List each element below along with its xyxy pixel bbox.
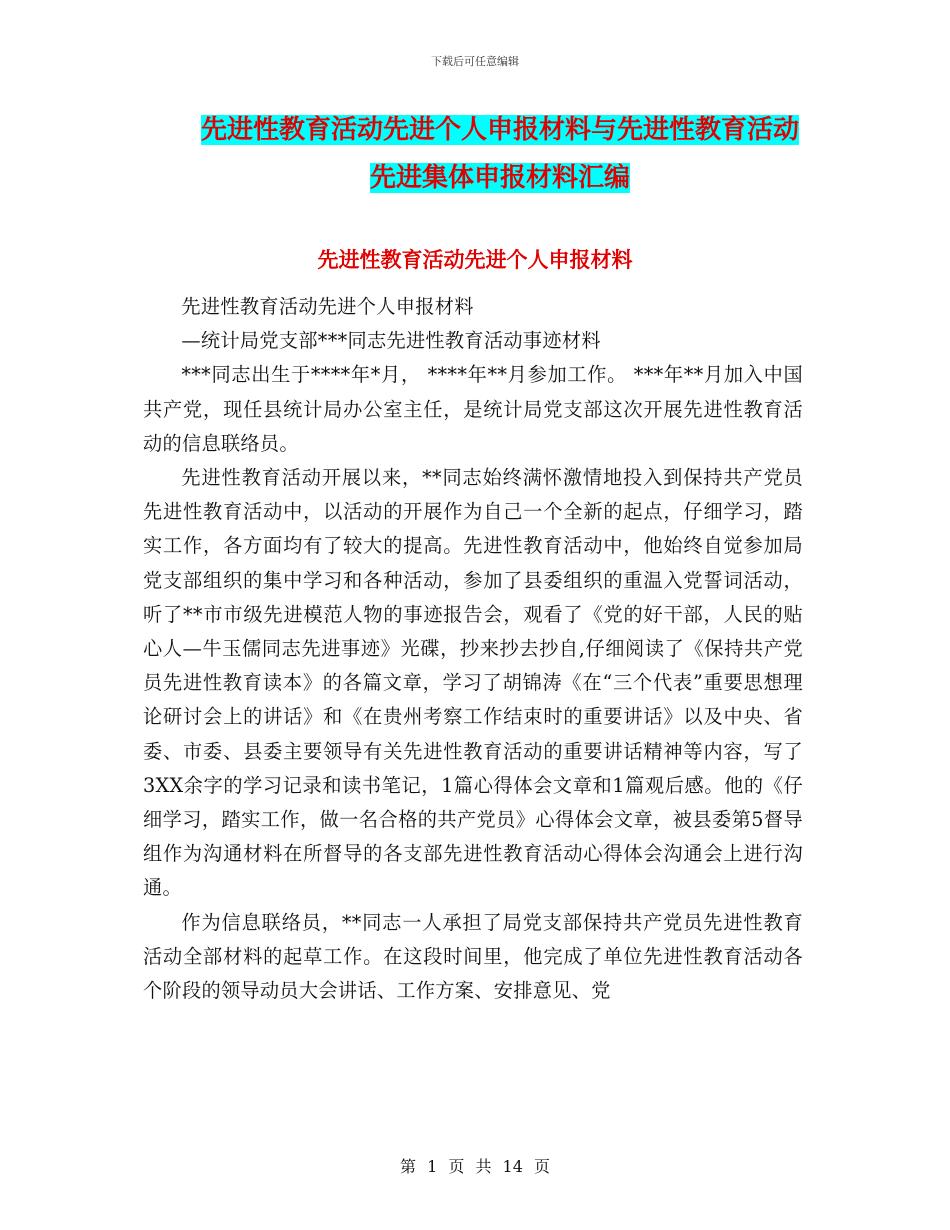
paragraph: —统计局党支部***同志先进性教育活动事迹材料: [181, 329, 601, 353]
document-title: [150, 106, 850, 202]
paragraph: 先进性教育活动先进个人申报材料: [181, 295, 474, 318]
body-text: [143, 290, 803, 1008]
section-title: 先进性教育活动先进个人申报材料: [317, 248, 633, 272]
title-line-1: 先进性教育活动先进个人申报材料与先进性教育活动: [200, 115, 799, 145]
paragraph: ***同志出生于****年*月， ****年**月参加工作。 ***年**月加入中国共产党，现任县统计局办公室主任，是统计局党支部这次开展先进性教育活动的信息联络员。: [143, 363, 803, 455]
title-line-2: 先进集体申报材料汇编: [369, 163, 630, 193]
page-footer: 第 1 页 共 14 页: [400, 1157, 550, 1176]
paragraph: 作为信息联络员，**同志一人承担了局党支部保持共产党员先进性教育活动全部材料的起草工作。在这段时间里，他完成了单位先进性教育活动各个阶段的领导动员大会讲话、工作方案、安排意见、党: [143, 910, 803, 1003]
paragraph: 先进性教育活动开展以来，**同志始终满怀激情地投入到保持共产党员先进性教育活动中，以活动的开展作为自己一个全新的起点，仔细学习，踏实工作，各方面均有了较大的提高。先进性教育活动中，他始终自觉参加局党支部组织的集中学习和各种活动，参加了县委组织的重温入党誓词活动，听了**市市级先进模范人物的事迹报告会，观看了《党的好干部，人民的贴心人—牛玉儒同志先进事迹》光碟，抄来抄去抄自,仔细阅读了《保持共产党员先进性教育读本》的各篇文章，学习了胡锦涛《在“三个代表”重要思想理论研讨会上的讲话》和《在贵州考察工作结束时的重要讲话》以及中央、省委、市委、县委主要领导有关先进性教育活动的重要讲话精神等内容，写了3XX余字的学习记录和读书笔记，1篇心得体会文章和1篇观后感。他的《仔细学习，踏实工作，做一名合格的共产党员》心得体会文章，被县委第5督导组作为沟通材料在所督导的各支部先进性教育活动心得体会沟通会上进行沟通。: [143, 466, 803, 900]
header-note: 下载后可任意编辑: [431, 55, 519, 68]
